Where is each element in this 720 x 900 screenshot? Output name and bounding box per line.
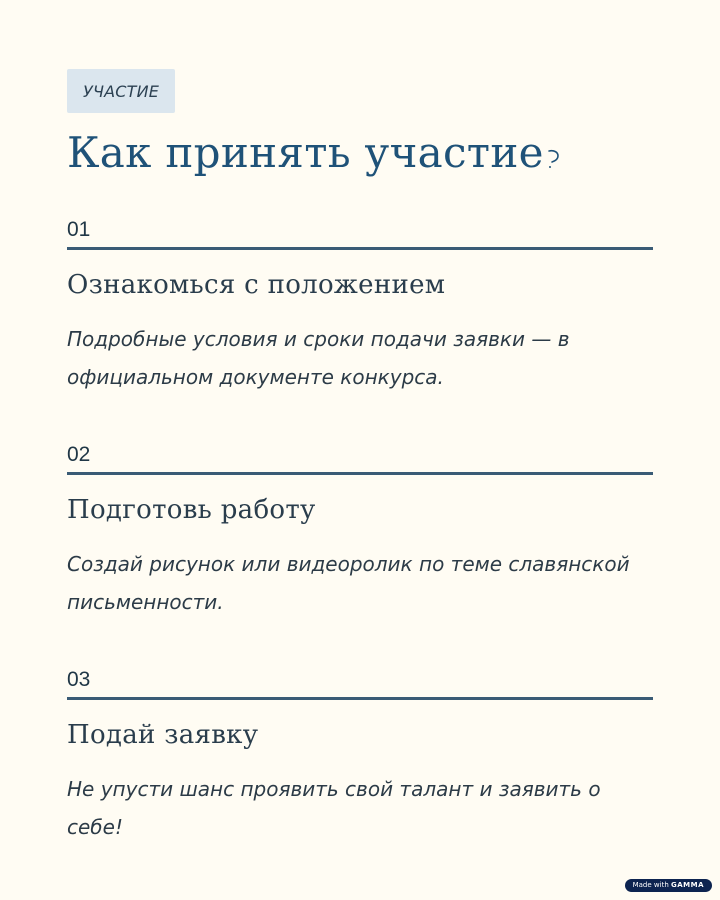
step-number: 02 <box>67 440 653 475</box>
step-number: 01 <box>67 215 653 250</box>
step-item <box>67 215 653 396</box>
step-title: Подготовь работу <box>67 495 316 525</box>
step-description: Подробные условия и сроки подачи заявки — в официальном документе конкурса. <box>67 327 570 389</box>
step-title: Ознакомься с положением <box>67 270 446 300</box>
step-title: Подай заявку <box>67 720 259 750</box>
page-title <box>67 125 653 181</box>
badge-brand: GAMMA <box>670 881 704 889</box>
step-number: 03 <box>67 665 653 700</box>
section-tag: УЧАСТИЕ <box>67 69 175 113</box>
step-description: Создай рисунок или видеоролик по теме славянской письменности. <box>67 552 630 614</box>
crescent-question-icon <box>546 147 560 167</box>
step-item <box>67 440 653 621</box>
steps-list <box>67 215 653 846</box>
step-item <box>67 665 653 846</box>
content-section <box>67 69 653 890</box>
page-title-text: Как принять участие <box>67 128 544 177</box>
made-with-gamma-badge[interactable] <box>625 879 712 892</box>
badge-prefix: Made with <box>632 881 669 889</box>
step-description: Не упусти шанс проявить свой талант и заявить о себе! <box>67 777 601 839</box>
